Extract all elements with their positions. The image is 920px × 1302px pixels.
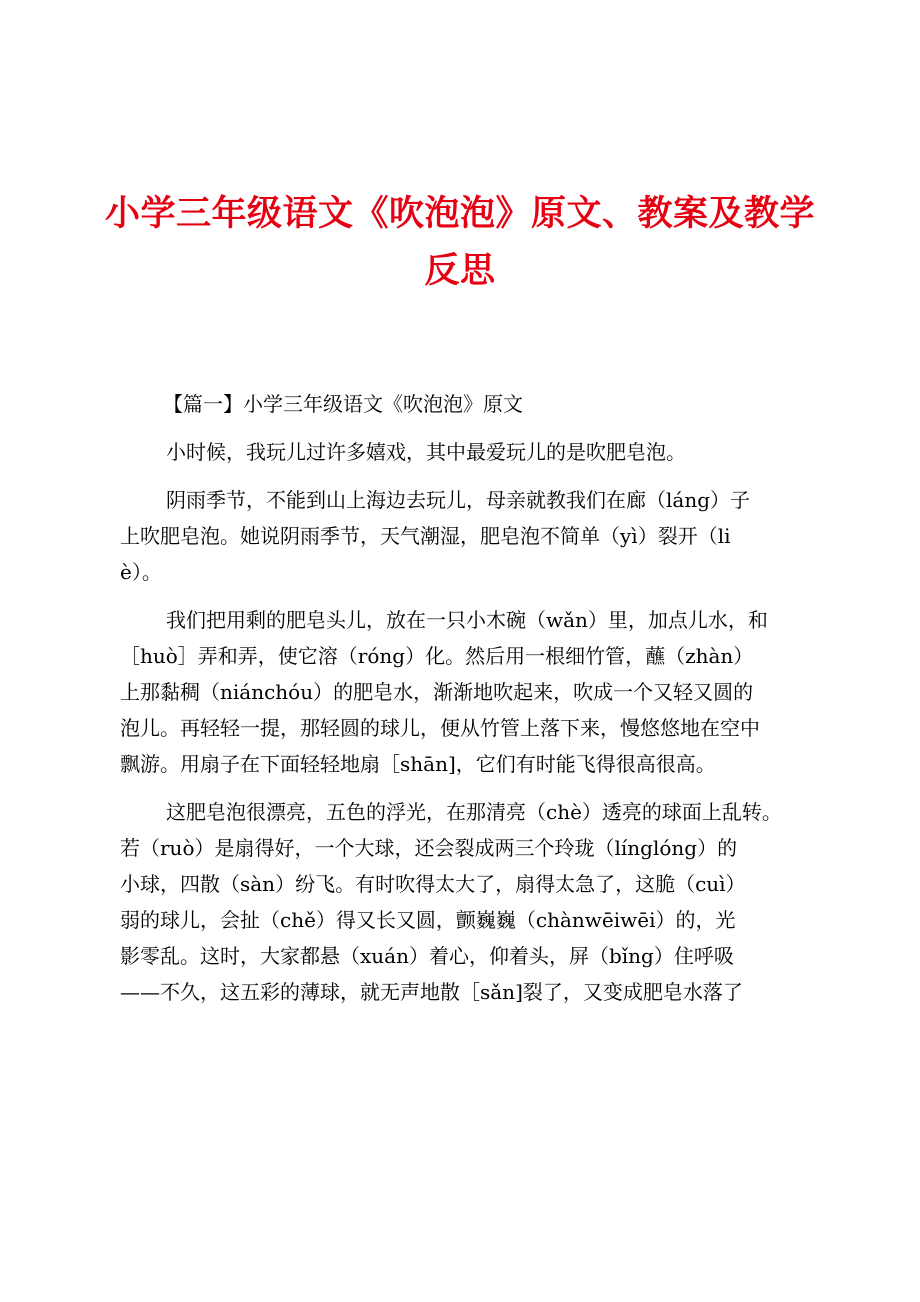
paragraph-1 <box>120 434 810 470</box>
paragraph-line: 泡儿。再轻轻一提，那轻圆的球儿，便从竹管上落下来，慢悠悠地在空中 <box>120 716 760 740</box>
paragraph-line: 这肥皂泡很漂亮，五色的浮光，在那清亮（chè）透亮的球面上乱转。 <box>166 800 782 824</box>
paragraph-line: ［huò］弄和弄，使它溶（róng）化。然后用一根细竹管，蘸（zhàn） <box>120 644 754 668</box>
title-line-2: 反思 <box>424 251 496 291</box>
document-body <box>120 386 810 1022</box>
paragraph-line: 小时候，我玩儿过许多嬉戏，其中最爱玩儿的是吹肥皂泡。 <box>166 440 686 464</box>
paragraph-line: 飘游。用扇子在下面轻轻地扇［shān]，它们有时能飞得很高很高。 <box>120 752 716 776</box>
paragraph-4 <box>120 794 810 1010</box>
section-heading-block <box>120 386 810 422</box>
document-title <box>100 186 820 300</box>
paragraph-line: 小球，四散（sàn）纷飞。有时吹得太大了，扇得太急了，这脆（cuì） <box>120 872 746 896</box>
paragraph-3 <box>120 602 810 782</box>
paragraph-line: è）。 <box>120 560 162 584</box>
title-line-1: 小学三年级语文《吹泡泡》原文、教案及教学 <box>104 194 815 234</box>
paragraph-line: 若（ruò）是扇得好，一个大球，还会裂成两三个玲珑（línglóng）的 <box>120 836 738 860</box>
paragraph-line: 影零乱。这时，大家都悬（xuán）着心，仰着头，屏（bǐng）住呼吸 <box>120 944 734 968</box>
paragraph-line: ——不久，这五彩的薄球，就无声地散［sǎn]裂了，又变成肥皂水落了 <box>120 980 743 1004</box>
paragraph-line: 上那黏稠（niánchóu）的肥皂水，渐渐地吹起来，吹成一个又轻又圆的 <box>120 680 754 704</box>
paragraph-line: 阴雨季节，不能到山上海边去玩儿，母亲就教我们在廊（láng）子 <box>166 488 751 512</box>
paragraph-line: 上吹肥皂泡。她说阴雨季节，天气潮湿，肥皂泡不简单（yì）裂开（li <box>120 524 731 548</box>
paragraph-2 <box>120 482 810 590</box>
section-heading: 【篇一】小学三年级语文《吹泡泡》原文 <box>163 392 523 416</box>
paragraph-line: 弱的球儿，会扯（chě）得又长又圆，颤巍巍（chànwēiwēi）的，光 <box>120 908 736 932</box>
paragraph-line: 我们把用剩的肥皂头儿，放在一只小木碗（wǎn）里，加点儿水，和 <box>166 608 768 632</box>
